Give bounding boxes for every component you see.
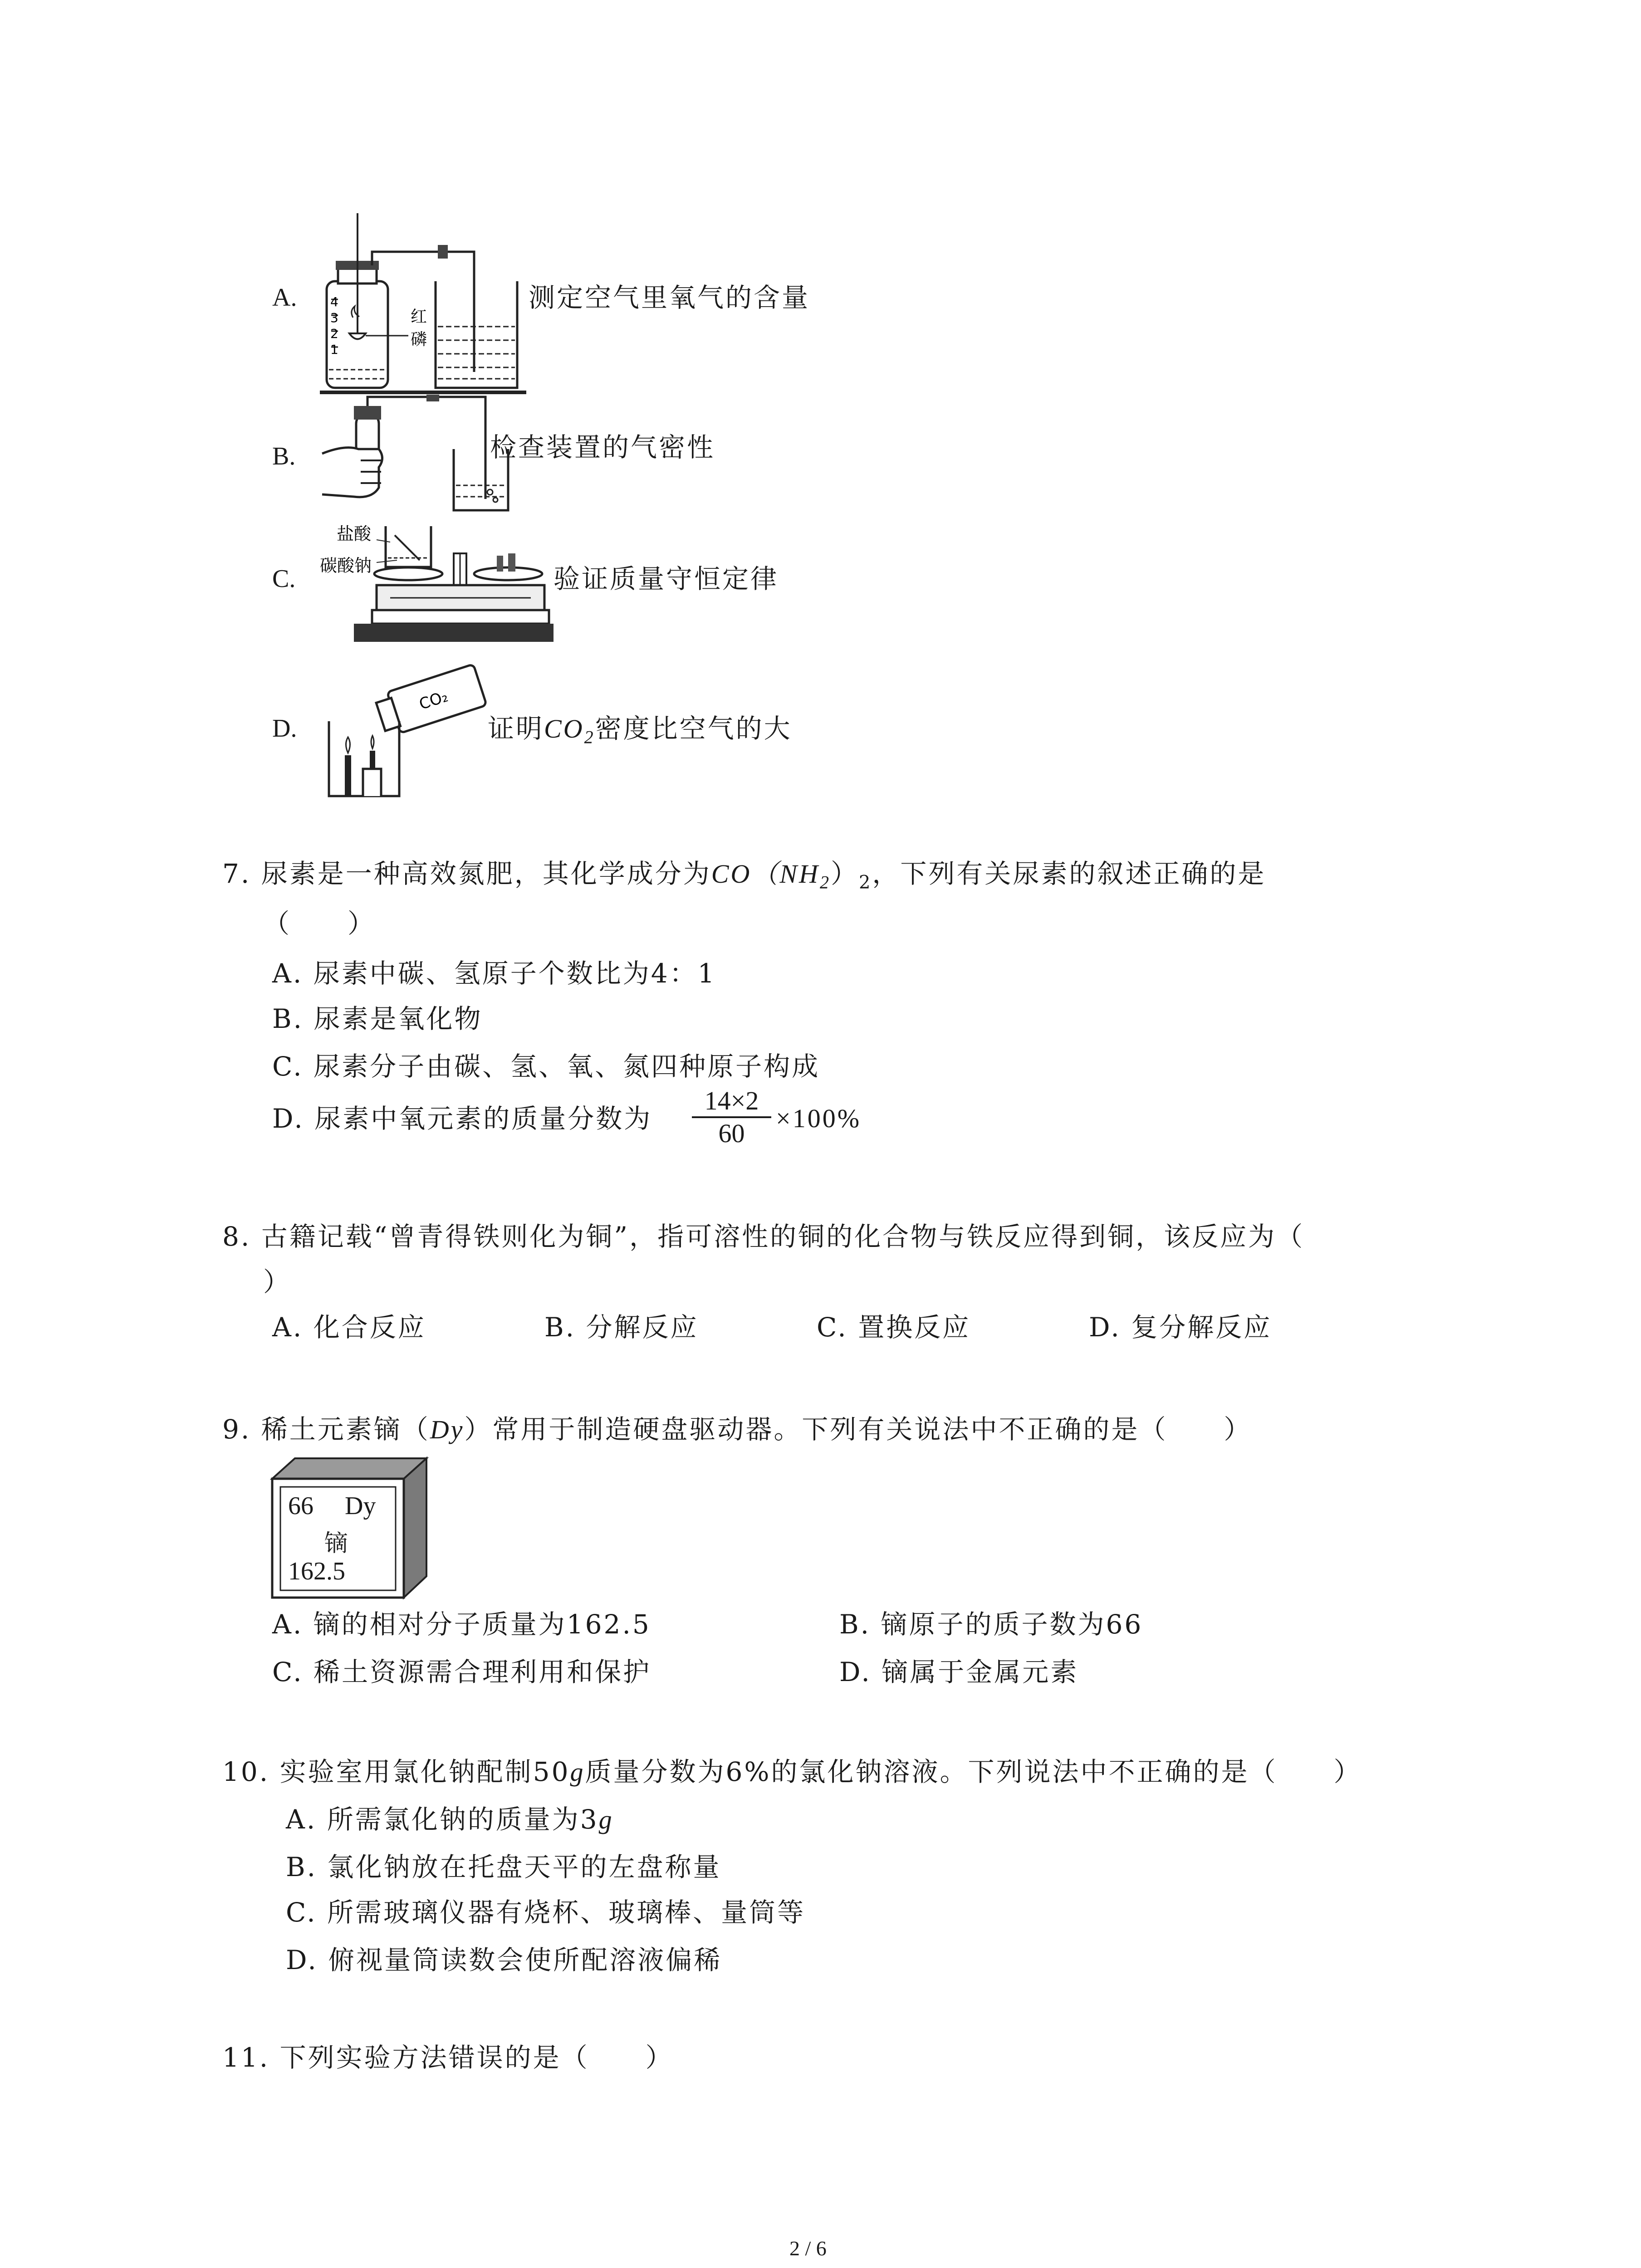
figure-co2-density-beaker [318,658,490,803]
fig-a-mark-3: 3 [330,310,338,325]
q9-stem-text-b: ）常用于制造硬盘驱动器。下列有关说法中不正确的是（ ） [464,1414,1252,1445]
q10-unit-g: g [570,1757,585,1787]
q10-option-a-unit: g [598,1805,614,1834]
q8-option-d: D. 复分解反应 [1089,1312,1272,1343]
figure-oxygen-content-apparatus [318,209,531,399]
q6-option-d-caption [488,712,792,754]
q10-option-a-text: A. 所需氯化钠的质量为3 [286,1804,599,1835]
q7-fraction-denominator: 60 [718,1119,745,1148]
q7-stem-text-b: ，下列有关尿素的叙述正确的是 [872,858,1266,889]
fig-d-co2-label: CO₂ [417,687,451,714]
q11-stem: 11. 下列实验方法错误的是（ ） [222,2042,674,2073]
q6-option-a-letter: A. [272,284,297,312]
q6-option-c-letter: C. [272,565,296,593]
figure-mass-conservation-balance [318,517,554,653]
q8-stem: 8. 古籍记载“曾青得铁则化为铜”，指可溶性的铜的化合物与铁反应得到铜，该反应为（ [222,1221,1305,1252]
q9-stem [222,1413,1252,1446]
q7-formula-sub2: 2 [858,872,872,893]
q7-formula-sub: 2 [819,872,831,893]
q9-option-d: D. 镝属于金属元素 [839,1657,1079,1687]
fig-a-mark-4: 4 [330,294,338,309]
q7-answer-paren: （ ） [263,908,376,939]
q7-option-d-suffix: ×100% [776,1104,862,1133]
q6-d-formula: CO [544,714,584,743]
card-atomic-number: 66 [288,1492,314,1520]
fig-c-label-acid: 盐酸 [337,524,372,544]
q7-formula-end: ） [830,858,859,889]
page-number: 2 / 6 [789,2237,827,2260]
card-atomic-mass: 162.5 [288,1557,345,1585]
q10-option-c: C. 所需玻璃仪器有烧杯、玻璃棒、量筒等 [286,1897,806,1928]
q7-fraction-numerator: 14×2 [704,1086,759,1115]
q9-symbol: Dy [430,1415,465,1444]
q7-option-a: A. 尿素中碳、氢原子个数比为4：1 [272,958,716,989]
q10-stem-text-b: 质量分数为6%的氯化钠溶液。下列说法中不正确的是（ ） [585,1756,1362,1787]
q9-option-b: B. 镝原子的质子数为66 [839,1609,1143,1640]
q7-stem [222,857,1266,899]
q6-option-d-letter: D. [272,714,297,743]
q7-option-d-fraction [692,1086,771,1148]
q6-option-c-caption: 验证质量守恒定律 [554,563,779,594]
card-element-name: 镝 [324,1530,348,1557]
q7-formula: CO（NH [711,859,820,889]
q6-d-caption-suffix: 密度比空气的大 [595,713,792,744]
q8-option-b: B. 分解反应 [544,1312,699,1343]
q10-stem [222,1755,1362,1789]
q10-option-a [286,1803,614,1836]
q6-d-formula-sub: 2 [584,727,595,748]
fig-a-label-phos: 磷 [411,330,427,349]
q9-stem-text-a: 9. 稀土元素镝（ [222,1414,430,1445]
q6-d-caption-prefix: 证明 [488,713,544,744]
element-card-dysprosium [268,1456,431,1601]
q6-option-a-caption: 测定空气里氧气的含量 [529,282,810,313]
q8-stem-end: ） [263,1266,292,1297]
fraction-bar [692,1116,771,1118]
q8-option-c: C. 置换反应 [817,1312,971,1343]
q10-stem-text-a: 10. 实验室用氯化钠配制50 [222,1756,570,1787]
q10-option-d: D. 俯视量筒读数会使所配溶液偏稀 [286,1945,722,1975]
card-symbol: Dy [345,1492,376,1520]
q9-option-c: C. 稀土资源需合理利用和保护 [272,1657,652,1687]
q7-option-d-prefix: D. 尿素中氧元素的质量分数为 [272,1103,652,1134]
q9-option-a: A. 镝的相对分子质量为162.5 [272,1609,651,1640]
fig-a-mark-2: 2 [330,326,338,341]
fig-a-mark-1: 1 [330,342,338,357]
q7-option-b: B. 尿素是氧化物 [272,1003,483,1034]
q7-stem-text-a: 7. 尿素是一种高效氮肥，其化学成分为 [222,858,711,889]
fig-c-label-salt: 碳酸钠 [320,556,372,576]
q6-option-b-letter: B. [272,442,296,470]
q8-option-a: A. 化合反应 [272,1312,426,1343]
q7-option-c: C. 尿素分子由碳、氢、氧、氮四种原子构成 [272,1051,820,1082]
fig-a-label-red: 红 [411,308,427,326]
q10-option-b: B. 氯化钠放在托盘天平的左盘称量 [286,1852,721,1882]
q6-option-b-caption: 检查装置的气密性 [490,432,715,463]
